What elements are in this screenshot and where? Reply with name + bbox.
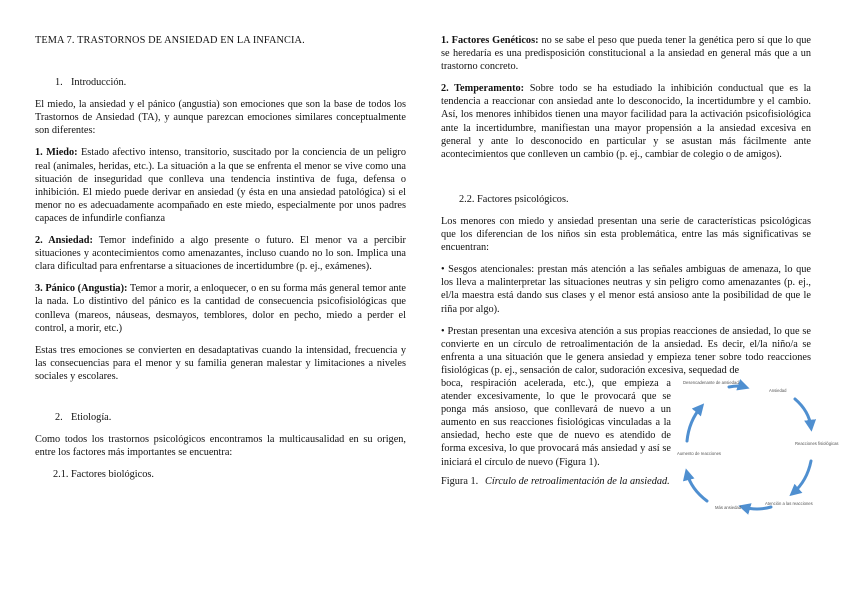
subsection-heading-biological: 2.1. Factores biológicos.: [53, 469, 154, 481]
factor-term: 2. Temperamento:: [441, 83, 525, 95]
subsection-heading-psychological: 2.2. Factores psicológicos.: [459, 193, 569, 205]
cycle-node-anxiety: Ansiedad: [769, 387, 787, 393]
cycle-nodes: [677, 380, 839, 510]
introduction-paragraph: El miedo, la ansiedad y el pánico (angustia) son emociones que son la base de todos los Trastornos de Ansiedad (TA), y aunque parezcan emociones similares conceptualmente son diferentes:: [35, 99, 406, 137]
cycle-arrow: [743, 507, 771, 509]
emotion-term: 1. Miedo:: [35, 147, 78, 159]
emotion-term: 3. Pánico (Angustia):: [35, 283, 128, 295]
cycle-arrows: [687, 386, 811, 509]
emotion-definition: Temor a morir, a enloquecer, o en su forma más general temor ante la nada. Lo distintivo del pánico es la cantidad de consecuencia psicofisiológicas que conlleva (mareos, náuseas, desmayos, temblores, dolor en pecho, miedo a perder el control, a morir, etc.): [35, 283, 407, 334]
document-title: TEMA 7. TRASTORNOS DE ANSIEDAD EN LA INFANCIA.: [35, 35, 305, 46]
left-column: [35, 34, 406, 481]
genetic-factors-paragraph: [441, 34, 811, 73]
psychological-intro-paragraph: Los menores con miedo y ansiedad presentan una serie de características psicológicas que los diferencian de los niños sin esta problemática, entre las más significativas se encuentran:: [441, 215, 811, 254]
self-attention-bullet: • Prestan presentan una excesiva atención a sus propias reacciones de ansiedad, lo que se convierte en un círculo de retroalimentación de la ansiedad. Es decir, el/la niño/a se enfrenta a una situación que le genera ansiedad y empieza tener sobre todo reacciones fisiológicas (p. ej., sensación de calor, sudoración excesiva, sequedad de: [441, 325, 811, 376]
emotions-summary-paragraph: Estas tres emociones se convierten en desadaptativas cuando la intensidad, frecuencia y las consecuencias para el menor y su familia generan malestar y limitaciones a niveles sociales y escolares.: [35, 344, 406, 382]
cycle-arrow: [687, 407, 701, 441]
anxiety-feedback-cycle-diagram: [677, 377, 839, 519]
cycle-arrow: [795, 399, 811, 427]
factor-definition: no se sabe el peso que pueda tener la genética pero sí que lo que se heredaría es una predisposición constitucional a la ansiedad en general más que a un trastorno concreto.: [441, 35, 811, 73]
section-heading-introduction: [35, 76, 406, 89]
temperament-paragraph: [441, 82, 811, 161]
emotion-definition: Estado afectivo intenso, transitorio, suscitado por la conciencia de un peligro real (animales, heridas, etc.). La situación a la que se enfrenta el menor se vive como una situación de inseguridad que conlleva una tendencia instintiva de fuga, defensa o inhibición. El miedo puede derivar en ansiedad (y ésta en una ansiedad patológica) si el menor no es adecuadamente acompañado en este miedo, especialmente por unos padres capaces de infundirle confianza: [35, 147, 406, 224]
figure-label: Figura 1.: [441, 475, 479, 487]
figure-caption: [441, 475, 671, 488]
emotion-term: 2. Ansiedad:: [35, 235, 93, 247]
cycle-node-more-anxiety: Más ansiedad: [715, 504, 742, 510]
emotion-anxiety-paragraph: [35, 234, 406, 273]
emotion-fear-paragraph: [35, 146, 406, 225]
factor-definition: Sobre todo se ha estudiado la inhibición conductual que es la tendencia a reaccionar con ansiedad ante lo desconocido, la incertidumbre y el cambio. Así, los menores inhibidos tienen una mayor facilidad para la activación psicofisiológica ante la incertidumbre, manifiestan una mayor propensión a la ansiedad excesiva en general y ante lo desconocido en particular y se asustan más fácilmente ante acontecimientos que conlleven un cambio (p. ej., cambiar de colegio o de amigos).: [441, 83, 811, 160]
section-number: 2.: [55, 411, 63, 423]
cycle-node-attention: Atención a las reacciones: [765, 500, 813, 506]
emotion-definition: Temor indefinido a algo presente o futuro. El menor va a percibir situaciones y acontecimientos como amenazantes, incluso cuando no lo son. Implica una clara dificultad para enfrentarse a situaciones de incertidumbre (p. ej., exámenes).: [35, 235, 406, 273]
figure-region: [441, 377, 839, 510]
emotion-panic-paragraph: [35, 282, 406, 334]
section-title: Introducción.: [71, 77, 127, 89]
factor-term: 1. Factores Genéticos:: [441, 35, 539, 46]
right-column: [441, 34, 839, 510]
cycle-node-increase: Aumento de reacciones: [677, 450, 721, 456]
section-heading-etiology: [35, 411, 406, 424]
section-title: Etiología.: [71, 411, 112, 423]
figure-caption-text: Círculo de retroalimentación de la ansiedad.: [485, 475, 670, 487]
etiology-paragraph: Como todos los trastornos psicológicos encontramos la multicausalidad en su origen, entre los factores más importantes se encuentra:: [35, 434, 406, 459]
cycle-arrow: [793, 461, 811, 493]
self-attention-bullet-continued: boca, respiración acelerada, etc.), que empieza a atender excesivamente, lo que le provocará que se ponga más ansioso, que conllevará de nuevo a un aumento en sus reacciones fisiológicas vinculadas a la ansiedad, hecho este que de nuevo es atendido de forma excesiva, lo que provocará más ansiedad y así se iniciará el círculo de nuevo (Figura 1).: [441, 377, 671, 468]
cycle-node-physiological: Reacciones fisiológicas: [795, 440, 839, 446]
cycle-arrow: [687, 473, 707, 501]
section-number: 1.: [55, 77, 63, 89]
attentional-bias-bullet: • Sesgos atencionales: prestan más atención a las señales ambiguas de amenaza, lo que los lleva a malinterpretar las situaciones neutras y sin peligro como amenazantes (p. ej., el/la maestra está dando sus clases y el menor está ansioso ante la posibilidad de que le riña por algo).: [441, 264, 811, 315]
cycle-node-trigger: Desencadenante de ansiedad: [683, 379, 739, 385]
cycle-arrow: [729, 386, 745, 387]
